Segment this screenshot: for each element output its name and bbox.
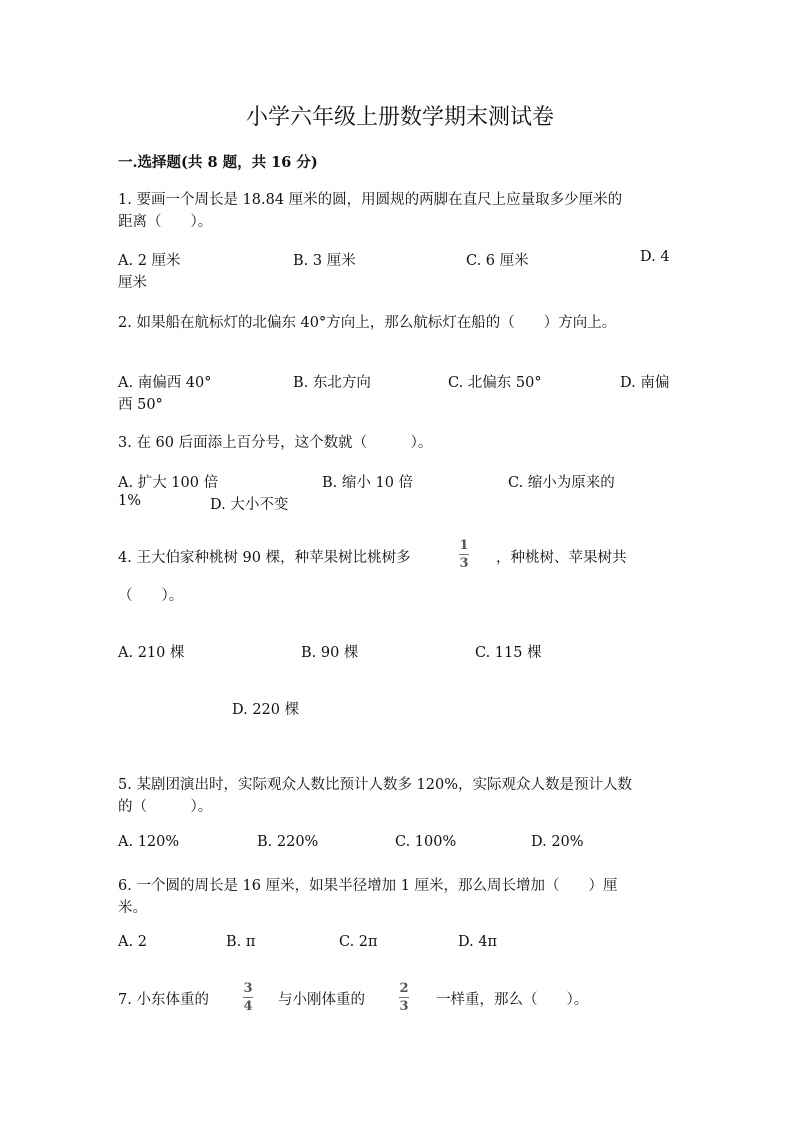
fraction-bar (399, 997, 409, 998)
question-text: 5. 某剧团演出时，实际观众人数比预计人数多 120%，实际观众人数是预计人数 (118, 777, 633, 793)
option-c: C. 6 厘米 (466, 253, 529, 269)
question-text: 3. 在 60 后面添上百分号，这个数就（ ）。 (118, 435, 433, 451)
option-c: C. 缩小为原来的 (508, 475, 615, 491)
fraction-bar (243, 997, 253, 998)
question-text: ，种桃树、苹果树共 (496, 550, 627, 566)
question-text: 6. 一个圆的周长是 16 厘米，如果半径增加 1 厘米，那么周长增加（ ）厘 (118, 878, 618, 894)
fraction-denominator: 4 (243, 999, 253, 1014)
option-d: D. 20% (531, 834, 584, 850)
option-b: B. 东北方向 (293, 375, 371, 391)
page-title: 小学六年级上册数学期末测试卷 (245, 105, 554, 130)
section-heading: 一.选择题(共 8 题，共 16 分) (118, 154, 318, 171)
option-d: D. 4 (640, 249, 670, 265)
option-d: D. 大小不变 (210, 497, 289, 513)
option-b: B. 3 厘米 (293, 253, 356, 269)
fraction (243, 981, 253, 1014)
question-text: 4. 王大伯家种桃树 90 棵，种苹果树比桃树多 (118, 550, 411, 566)
question-text: 米。 (118, 900, 147, 916)
option-c: C. 100% (395, 834, 457, 850)
option-b: B. 90 棵 (301, 645, 359, 661)
option-c-continued: 1% (118, 493, 142, 509)
fraction (459, 538, 469, 571)
question-text: 与小刚体重的 (278, 992, 365, 1008)
fraction-numerator: 2 (399, 981, 409, 996)
option-a: A. 210 棵 (118, 645, 185, 661)
option-b: B. π (226, 934, 256, 950)
fraction-denominator: 3 (399, 999, 409, 1014)
option-a: A. 扩大 100 倍 (118, 475, 219, 491)
question-text: （ ）。 (118, 588, 184, 604)
option-a: A. 2 厘米 (118, 253, 181, 269)
option-d: D. 4π (458, 934, 498, 950)
fraction-bar (459, 554, 469, 555)
fraction (399, 981, 409, 1014)
option-b: B. 缩小 10 倍 (322, 475, 414, 491)
fraction-numerator: 3 (243, 981, 253, 996)
option-d-continued: 西 50° (118, 397, 163, 413)
option-b: B. 220% (257, 834, 319, 850)
question-text: 1. 要画一个周长是 18.84 厘米的圆，用圆规的两脚在直尺上应量取多少厘米的 (118, 192, 623, 208)
option-c: C. 2π (339, 934, 378, 950)
option-a: A. 2 (118, 934, 147, 950)
question-text: 一样重，那么（ ）。 (436, 992, 589, 1008)
option-a: A. 120% (118, 834, 180, 850)
option-c: C. 115 棵 (475, 645, 542, 661)
question-text: 的（ ）。 (118, 799, 213, 815)
option-d-continued: 厘米 (118, 275, 147, 291)
option-d: D. 220 棵 (232, 702, 300, 718)
fraction-denominator: 3 (459, 556, 469, 571)
question-text: 2. 如果船在航标灯的北偏东 40°方向上，那么航标灯在船的（ ）方向上。 (118, 315, 617, 331)
fraction-numerator: 1 (459, 538, 469, 553)
option-c: C. 北偏东 50° (448, 375, 542, 391)
question-text: 距离（ ）。 (118, 214, 213, 230)
option-a: A. 南偏西 40° (118, 375, 212, 391)
option-d: D. 南偏 (620, 375, 670, 391)
question-text: 7. 小东体重的 (118, 992, 209, 1008)
